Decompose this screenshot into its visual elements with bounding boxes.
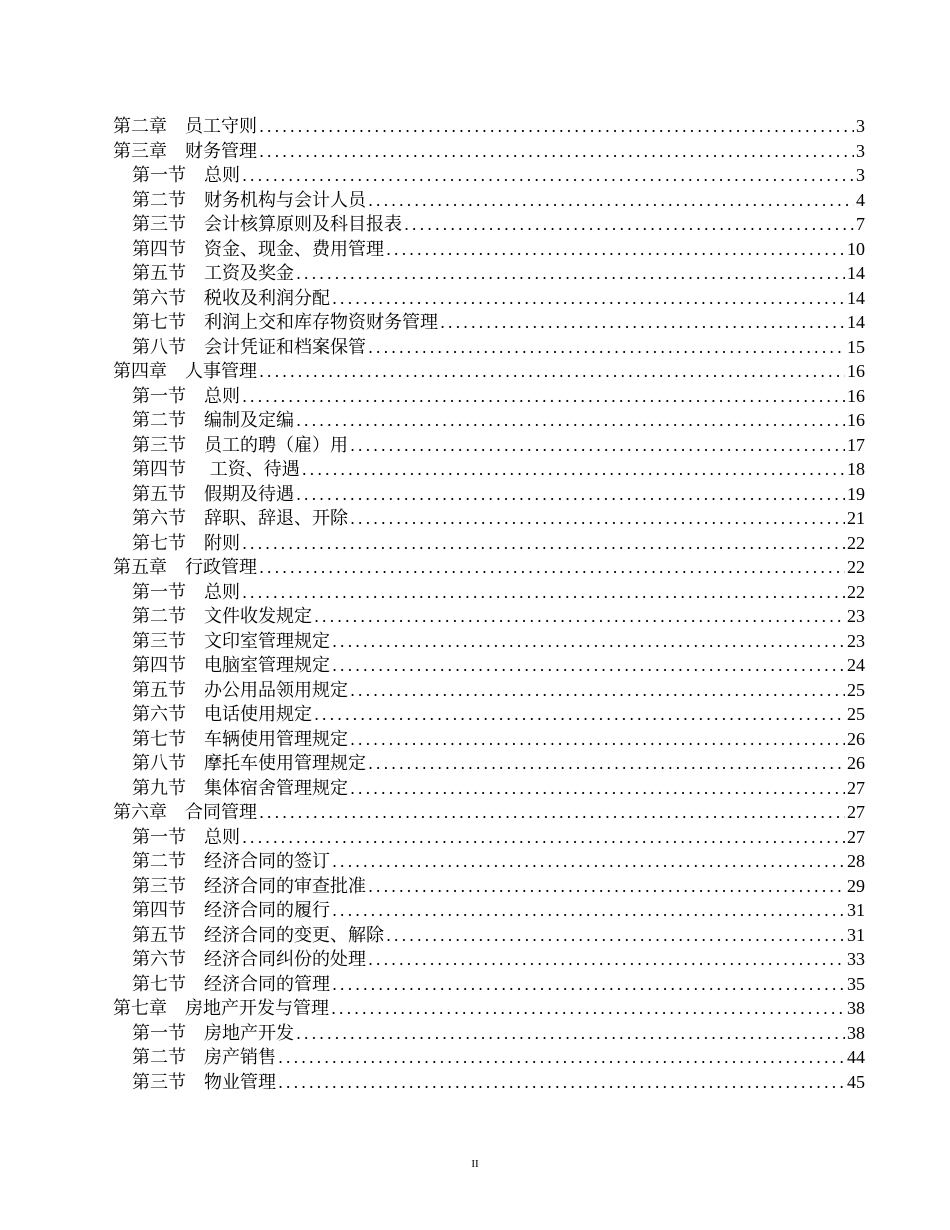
toc-entry-label: 第二章 员工守则 — [113, 116, 257, 137]
toc-entry-chapter[interactable] — [113, 996, 865, 1021]
dot-leader — [350, 679, 845, 704]
toc-entry-section[interactable] — [113, 580, 865, 605]
toc-entry-section[interactable] — [113, 408, 865, 433]
toc-entry-page: 15 — [847, 336, 865, 357]
toc-entry-page: 3 — [856, 140, 865, 161]
toc-entry-label: 第一节 总则 — [132, 826, 240, 848]
toc-entry-page: 25 — [847, 679, 865, 700]
toc-entry-label: 第二节 财务机构与会计人员 — [132, 189, 366, 211]
dot-leader — [296, 262, 845, 287]
toc-entry-section[interactable] — [113, 702, 865, 727]
dot-leader — [296, 1022, 845, 1047]
dot-leader — [242, 532, 845, 557]
toc-entry-page: 24 — [847, 655, 865, 675]
toc-entry-label: 第二节 文件收发规定 — [132, 606, 312, 627]
toc-entry-page: 16 — [847, 361, 865, 381]
dot-leader — [386, 238, 845, 263]
toc-entry-label: 第七节 车辆使用管理规定 — [132, 728, 348, 750]
table-of-contents — [113, 114, 865, 1094]
toc-entry-section[interactable] — [113, 163, 865, 188]
toc-entry-chapter[interactable] — [113, 555, 865, 580]
toc-entry-page: 17 — [847, 434, 865, 455]
toc-entry-page: 14 — [847, 263, 865, 283]
dot-leader — [350, 434, 845, 459]
toc-entry-label: 第三节 员工的聘（雇）用 — [132, 434, 348, 456]
toc-entry-page: 26 — [847, 728, 865, 749]
toc-entry-page: 44 — [847, 1047, 865, 1067]
toc-entry-section[interactable] — [113, 947, 865, 972]
toc-entry-chapter[interactable] — [113, 139, 865, 164]
toc-entry-section[interactable] — [113, 310, 865, 335]
toc-entry-chapter[interactable] — [113, 359, 865, 384]
toc-entry-page: 14 — [847, 287, 865, 308]
toc-entry-page: 25 — [847, 704, 865, 724]
dot-leader — [242, 826, 845, 851]
toc-entry-label: 第三节 会计核算原则及科目报表 — [132, 214, 402, 235]
dot-leader — [242, 581, 845, 606]
dot-leader — [259, 140, 854, 165]
toc-entry-section[interactable] — [113, 825, 865, 850]
toc-entry-label: 第四节 资金、现金、费用管理 — [132, 238, 384, 260]
toc-entry-page: 27 — [847, 802, 865, 822]
toc-entry-section[interactable] — [113, 286, 865, 311]
dot-leader — [368, 948, 845, 973]
toc-entry-section[interactable] — [113, 457, 865, 482]
toc-entry-page: 22 — [847, 557, 865, 577]
toc-entry-label: 第五节 工资及奖金 — [132, 263, 294, 284]
dot-leader — [350, 507, 845, 532]
toc-entry-section[interactable] — [113, 433, 865, 458]
toc-entry-page: 7 — [856, 214, 865, 234]
toc-entry-section[interactable] — [113, 188, 865, 213]
toc-entry-label: 第七章 房地产开发与管理 — [113, 998, 329, 1019]
dot-leader — [278, 1046, 845, 1071]
toc-entry-page: 29 — [847, 875, 865, 896]
dot-leader — [440, 311, 845, 336]
toc-entry-page: 21 — [847, 508, 865, 528]
toc-entry-section[interactable] — [113, 678, 865, 703]
dot-leader — [331, 997, 845, 1022]
toc-entry-page: 14 — [847, 312, 865, 332]
toc-entry-page: 35 — [847, 973, 865, 994]
toc-entry-label: 第二节 编制及定编 — [132, 410, 294, 431]
toc-entry-section[interactable] — [113, 1070, 865, 1095]
toc-entry-section[interactable] — [113, 653, 865, 678]
toc-entry-label: 第七节 利润上交和库存物资财务管理 — [132, 312, 438, 333]
toc-entry-section[interactable] — [113, 261, 865, 286]
toc-entry-page: 3 — [856, 116, 865, 136]
toc-entry-section[interactable] — [113, 531, 865, 556]
toc-entry-section[interactable] — [113, 727, 865, 752]
toc-entry-chapter[interactable] — [113, 800, 865, 825]
toc-entry-label: 第六节 电话使用规定 — [132, 704, 312, 725]
toc-entry-page: 45 — [847, 1071, 865, 1092]
toc-entry-page: 16 — [847, 410, 865, 430]
toc-entry-label: 第五节 办公用品领用规定 — [132, 679, 348, 701]
dot-leader — [332, 654, 845, 679]
toc-entry-section[interactable] — [113, 849, 865, 874]
toc-entry-page: 38 — [847, 1022, 865, 1043]
dot-leader — [259, 556, 845, 581]
toc-entry-label: 第四节 工资、待遇 — [132, 459, 300, 480]
toc-entry-label: 第四章 人事管理 — [113, 361, 257, 382]
dot-leader — [332, 899, 845, 924]
dot-leader — [368, 875, 845, 900]
toc-entry-page: 38 — [847, 998, 865, 1018]
toc-entry-label: 第八节 摩托车使用管理规定 — [132, 753, 366, 774]
dot-leader — [368, 336, 845, 361]
toc-entry-chapter[interactable] — [113, 114, 865, 139]
toc-entry-label: 第四节 经济合同的履行 — [132, 900, 330, 921]
toc-entry-label: 第五节 假期及待遇 — [132, 483, 294, 505]
dot-leader — [278, 1071, 845, 1096]
toc-entry-label: 第一节 房地产开发 — [132, 1022, 294, 1044]
dot-leader — [242, 385, 845, 410]
toc-entry-label: 第八节 会计凭证和档案保管 — [132, 336, 366, 358]
dot-leader — [296, 483, 845, 508]
toc-entry-page: 27 — [847, 777, 865, 798]
toc-entry-label: 第二节 房产销售 — [132, 1047, 276, 1068]
toc-entry-page: 19 — [847, 483, 865, 504]
toc-entry-section[interactable] — [113, 506, 865, 531]
dot-leader — [332, 850, 845, 875]
toc-entry-section[interactable] — [113, 212, 865, 237]
dot-leader — [386, 924, 845, 949]
toc-entry-label: 第三节 经济合同的审查批准 — [132, 875, 366, 897]
toc-entry-section[interactable] — [113, 629, 865, 654]
toc-entry-label: 第六节 税收及利润分配 — [132, 287, 330, 309]
toc-entry-section[interactable] — [113, 604, 865, 629]
dot-leader — [259, 360, 845, 385]
toc-entry-label: 第五节 经济合同的变更、解除 — [132, 924, 384, 946]
toc-entry-page: 16 — [847, 385, 865, 406]
dot-leader — [296, 409, 845, 434]
dot-leader — [314, 605, 845, 630]
toc-entry-page: 4 — [856, 189, 865, 210]
dot-leader — [404, 213, 854, 238]
toc-entry-page: 10 — [847, 238, 865, 259]
toc-entry-section[interactable] — [113, 898, 865, 923]
toc-entry-label: 第七节 经济合同的管理 — [132, 973, 330, 995]
toc-entry-label: 第一节 总则 — [132, 165, 240, 186]
toc-entry-label: 第七节 附则 — [132, 532, 240, 554]
toc-entry-section[interactable] — [113, 237, 865, 262]
toc-entry-label: 第六章 合同管理 — [113, 802, 257, 823]
toc-entry-section[interactable] — [113, 972, 865, 997]
toc-entry-page: 28 — [847, 851, 865, 871]
toc-entry-section[interactable] — [113, 384, 865, 409]
dot-leader — [332, 287, 845, 312]
toc-entry-label: 第二节 经济合同的签订 — [132, 851, 330, 872]
dot-leader — [242, 164, 854, 189]
toc-entry-page: 23 — [847, 630, 865, 651]
toc-entry-page: 26 — [847, 753, 865, 773]
toc-entry-section[interactable] — [113, 751, 865, 776]
toc-entry-label: 第六节 经济合同纠份的处理 — [132, 949, 366, 970]
toc-entry-page: 31 — [847, 900, 865, 920]
toc-entry-section[interactable] — [113, 1045, 865, 1070]
toc-entry-section[interactable] — [113, 1021, 865, 1046]
toc-entry-section[interactable] — [113, 923, 865, 948]
dot-leader — [302, 458, 845, 483]
toc-entry-page: 33 — [847, 949, 865, 969]
toc-entry-label: 第一节 总则 — [132, 581, 240, 603]
toc-entry-label: 第五章 行政管理 — [113, 557, 257, 578]
toc-entry-section[interactable] — [113, 335, 865, 360]
toc-entry-label: 第三章 财务管理 — [113, 140, 257, 162]
toc-entry-label: 第六节 辞职、辞退、开除 — [132, 508, 348, 529]
dot-leader — [368, 189, 854, 214]
dot-leader — [332, 630, 845, 655]
toc-entry-label: 第三节 文印室管理规定 — [132, 630, 330, 652]
toc-entry-page: 22 — [847, 581, 865, 602]
toc-entry-label: 第四节 电脑室管理规定 — [132, 655, 330, 676]
dot-leader — [259, 115, 854, 140]
dot-leader — [332, 973, 845, 998]
toc-entry-section[interactable] — [113, 776, 865, 801]
toc-entry-section[interactable] — [113, 482, 865, 507]
toc-entry-page: 23 — [847, 606, 865, 626]
toc-entry-section[interactable] — [113, 874, 865, 899]
dot-leader — [259, 801, 845, 826]
dot-leader — [350, 777, 845, 802]
toc-entry-label: 第三节 物业管理 — [132, 1071, 276, 1093]
toc-entry-page: 31 — [847, 924, 865, 945]
toc-entry-page: 18 — [847, 459, 865, 479]
toc-entry-label: 第九节 集体宿舍管理规定 — [132, 777, 348, 799]
dot-leader — [350, 728, 845, 753]
toc-entry-page: 27 — [847, 826, 865, 847]
toc-entry-page: 3 — [856, 165, 865, 185]
toc-entry-label: 第一节 总则 — [132, 385, 240, 407]
page-number: II — [471, 1158, 479, 1170]
toc-entry-page: 22 — [847, 532, 865, 553]
dot-leader — [314, 703, 845, 728]
dot-leader — [368, 752, 845, 777]
